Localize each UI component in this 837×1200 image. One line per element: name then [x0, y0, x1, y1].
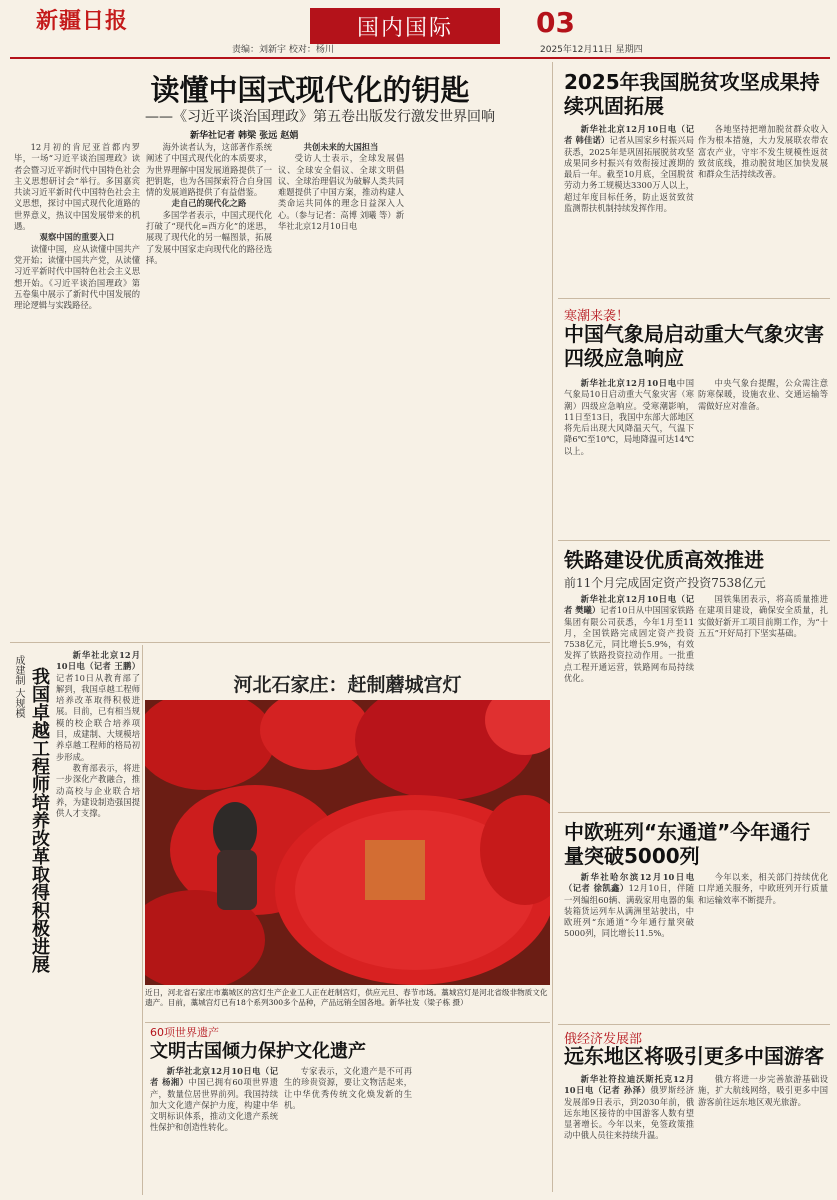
- lead-column-1: [14, 142, 140, 652]
- heritage-column-2: [284, 1066, 412, 1196]
- cold-wave-column-1: [564, 378, 694, 536]
- issue-date: 2025年12月11日 星期四: [540, 45, 643, 55]
- china-europe-column-1: [564, 872, 694, 1020]
- poverty-column-1: [564, 124, 694, 294]
- far-east-para-2: 俄方将进一步完善旅游基础设施，扩大航线网络，吸引更多中国游客前往远东地区观光旅游。: [698, 1074, 828, 1107]
- editors-line: 责编：刘新宇 校对：杨川: [232, 45, 334, 55]
- railway-para-1-text: 记者10日从中国国家铁路集团有限公司获悉，今年1月至11月，全国铁路完成固定资产投资7538亿元，同比增长5.9%，有效发挥了铁路投资拉动作用。一批重点工程开通运营，铁路网布局持续优化。: [564, 605, 694, 684]
- lead-subheadline: ——《习近平谈治国理政》第五卷出版发行激发世界回响: [145, 109, 495, 125]
- china-europe-train-headline: 中欧班列“东通道”今年通行量突破5000列: [564, 820, 811, 868]
- rule: [145, 1022, 550, 1023]
- column-divider: [552, 62, 553, 1192]
- far-east-para-1: [564, 1074, 694, 1142]
- red-lanterns-image: [145, 700, 550, 985]
- cold-wave-para-2: 中央气象台提醒，公众需注意防寒保暖，设施农业、交通运输等需做好应对准备。: [698, 378, 828, 411]
- railway-subheadline: 前11个月完成固定资产投资7538亿元: [564, 576, 766, 590]
- china-europe-para-1: [564, 872, 694, 940]
- heritage-para-1-text: 中国已拥有60项世界遗产，数量位居世界前列。我国持续加大文化遗产保护力度，构建中华文明标识体系，推动文化遗产系统性保护和创造性转化。: [150, 1077, 278, 1133]
- lead-subhead-1: 观察中国的重要入口: [39, 232, 115, 243]
- china-europe-column-2: [698, 872, 828, 1020]
- lead-para-3: 海外读者认为，这部著作系统阐述了中国式现代化的本质要求，为世界理解中国发展道路提供了一把钥匙，也为各国探索符合自身国情的发展道路提供了有益借鉴。: [146, 142, 272, 198]
- railway-headline: 铁路建设优质高效推进: [564, 548, 764, 572]
- lead-para-5: 受访人士表示，全球发展倡议、全球安全倡议、全球文明倡议、全球治理倡议为破解人类共同难题提供了中国方案，推动构建人类命运共同体的理念日益深入人心。（参与记者：高博 刘曦 等）新华社北京12月10日电: [278, 153, 404, 232]
- poverty-para-1-text: 记者从国家乡村振兴局获悉，2025年是巩固拓展脱贫攻坚成果同乡村振兴有效衔接过渡期的最后一年。截至10月底，全国脱贫劳动力务工规模达3300万人以上，超过年度目标任务，防止返贫致贫监测帮扶机制持续发挥作用。: [564, 135, 694, 214]
- lantern-photo-headline: 河北石家庄：赶制蘑城宫灯: [233, 674, 462, 696]
- poverty-column-2: [698, 124, 828, 294]
- page-number: 03: [536, 6, 575, 39]
- newspaper-logo: 新疆日报: [36, 9, 129, 34]
- lead-para-2: 读懂中国，应从读懂中国共产党开始；读懂中国共产党，从读懂习近平新时代中国特色社会主义思想开始。《习近平谈治国理政》第五卷集中展示了新时代中国发展的理论逻辑与实践路径。: [14, 243, 140, 311]
- section-name: 国内国际: [310, 8, 500, 44]
- lead-column-2: [146, 142, 272, 662]
- far-east-dateline: 新华社符拉迪沃斯托克12月10日电（记者 孙泽）: [564, 1074, 694, 1096]
- lead-column-3: [278, 142, 404, 662]
- railway-dateline: 新华社北京12月10日电（记者 樊曦）: [564, 594, 694, 616]
- cold-wave-para-1-text: 中国气象局10日启动重大气象灾害（寒潮）四级应急响应。受寒潮影响，11日至13日，我国中东部大部地区将先后出现大风降温天气，气温下降6℃至10℃，局地降温可达14℃以上。: [564, 378, 694, 456]
- engineers-para-1-text: 记者10日从教育部了解到，我国卓越工程师培养改革取得积极进展。目前，已有相当规模的校企联合培养项目，成建制、大规模培养卓越工程师的格局初步形成。: [56, 672, 140, 762]
- rule: [558, 812, 830, 813]
- heritage-dateline: 新华社北京12月10日电（记者 杨湘）: [150, 1066, 278, 1088]
- rule: [558, 1024, 830, 1025]
- far-east-column-2: [698, 1074, 828, 1194]
- china-europe-para-2: 今年以来，相关部门持续优化口岸通关服务，中欧班列开行质量和运输效率不断提升。: [698, 872, 828, 905]
- china-europe-dateline: 新华社哈尔滨12月10日电（记者 徐凯鑫）: [564, 872, 694, 894]
- poverty-dateline: 新华社北京12月10日电（记者 韩佳诺）: [564, 124, 694, 146]
- far-east-para-1-text: 俄罗斯经济发展部9日表示，到2030年前，俄远东地区接待的中国游客人数有望显著增长。今年以来，免签政策推动中俄人员往来持续升温。: [564, 1085, 694, 1141]
- cold-wave-headline: 中国气象局启动重大气象灾害四级应急响应: [564, 322, 824, 370]
- lead-para-1: 12月初的肯尼亚首都内罗毕，一场“习近平谈治国理政》读者会暨习近平新时代中国特色社会主义思想研讨会”举行。多国嘉宾共读习近平新时代中国特色社会主义思想，探讨中国式现代化道路的世界意义，热议中国发展带来的机遇。: [14, 142, 140, 232]
- rule: [558, 298, 830, 299]
- heritage-para-1: [150, 1066, 278, 1134]
- engineers-para-2: 教育部表示，将进一步深化产教融合，推动高校与企业联合培养，为建设制造强国提供人才支撑。: [56, 762, 140, 819]
- lead-subhead-3: 共创未来的大国担当: [303, 142, 379, 152]
- lead-subhead-2: 走自己的现代化之路: [171, 198, 247, 209]
- railway-para-1: [564, 594, 694, 684]
- china-europe-para-1-text: 12月10日，伴随一列编组60辆、满载家用电器的集装箱货运列车从满洲里站驶出，中欧班列“东通道”今年通行量突破5000列，同比增长11.5%。: [564, 883, 694, 939]
- masthead-rule: [10, 57, 830, 59]
- poverty-para-2: 各地坚持把增加脱贫群众收入作为根本措施，大力发展联农带农富农产业，守牢不发生规模性返贫致贫底线，推动脱贫地区加快发展和群众生活持续改善。: [698, 124, 828, 180]
- lead-headline: 读懂中国式现代化的钥匙: [150, 73, 470, 107]
- lantern-photo: [145, 700, 550, 985]
- railway-column-2: [698, 594, 828, 806]
- heritage-column-3: [418, 1066, 546, 1196]
- engineers-para-1: [56, 650, 140, 763]
- far-east-headline: 远东地区将吸引更多中国游客: [564, 1044, 824, 1068]
- heritage-column-1: [150, 1066, 278, 1196]
- cold-wave-para-1: [564, 378, 694, 457]
- cold-wave-dateline: 新华社北京12月10日电: [580, 378, 677, 388]
- poverty-headline: 2025年我国脱贫攻坚成果持续巩固拓展: [564, 70, 820, 118]
- engineers-column: [56, 650, 140, 1195]
- lead-para-4: 多国学者表示，中国式现代化打破了“现代化=西方化”的迷思，展现了现代化的另一幅图景，拓展了发展中国家走向现代化的路径选择。: [146, 209, 272, 265]
- far-east-kicker: 俄经济发展部: [564, 1032, 643, 1047]
- cold-wave-column-2: [698, 378, 828, 536]
- cold-wave-kicker: 寒潮来袭！: [564, 309, 630, 324]
- rule: [10, 642, 550, 643]
- engineers-dateline: 新华社北京12月10日电（记者 王鹏）: [56, 650, 140, 672]
- poverty-para-1: [564, 124, 694, 214]
- engineers-side-label: 成建制 大规模: [13, 655, 24, 719]
- heritage-kicker: 60项世界遗产: [150, 1026, 219, 1039]
- railway-column-1: [564, 594, 694, 806]
- far-east-column-1: [564, 1074, 694, 1194]
- rule: [558, 540, 830, 541]
- lantern-photo-caption: 近日，河北省石家庄市藁城区的宫灯生产企业工人正在赶制宫灯，供应元旦、春节市场。藁城宫灯是河北省级非物质文化遗产。目前，藁城宫灯已有18个系列300多个品种，产品远销全国各地。新华社发（梁子栋 摄）: [145, 988, 548, 1007]
- heritage-headline: 文明古国倾力保护文化遗产: [150, 1041, 366, 1062]
- column-divider: [142, 645, 143, 1195]
- railway-para-2: 国铁集团表示，将高质量推进在建项目建设，确保安全质量，扎实做好新开工项目前期工作，为“十五五”开好局打下坚实基础。: [698, 594, 828, 638]
- engineers-headline: 我国卓越工程师培养改革取得积极进展: [29, 667, 50, 973]
- heritage-para-2: 专家表示，文化遗产是不可再生的珍贵资源，要让文物活起来，让中华优秀传统文化焕发新的生机。: [284, 1066, 412, 1110]
- lead-byline: 新华社记者 韩梁 张远 赵娟: [190, 131, 299, 141]
- lead-column-4: [410, 142, 538, 662]
